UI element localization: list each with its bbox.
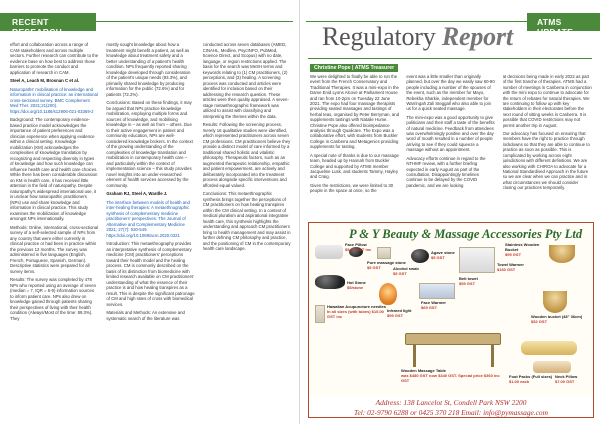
- ad-title: P & Y Beauty & Massage Accessories Pty Ltd: [349, 227, 583, 241]
- ad-address: Address: 138 Lancelot St, Condell Park NSW 2200: [375, 398, 527, 407]
- product-neck-pillow: Neck Pillow $7.00 GST: [555, 374, 578, 384]
- report-column-2: [406, 74, 495, 216]
- report-columns: [310, 74, 592, 216]
- wooden-bucket-image: [549, 245, 575, 263]
- section-tab-recent-research: RECENT RESEARCH: [0, 13, 96, 31]
- paragraph: The mini-expo was a good opportunity to give politicians and their staff a taste of the benefits of natural medicine. Feedback from attendees was overwhelmingly positive and over the day word of mouth resulted in a number of people arriving to see if they could squeeze a massage without an appointment.: [406, 114, 495, 153]
- paragraph: Our advocacy has focused on ensuring that members have the right to practice through lockdowns so that they are able to continue to practice as soon as possible. This is complicated by working across eight jurisdictions with different definitions. We are also working with CHIROA to advocate for a National Standardised Approach in the future so we are clear when we can practice and in what circumstances we should consider closing our practices temporarily.: [502, 131, 590, 191]
- paragraph: A special note of thanks is due to our massage team, headed up by Hannah from Buckler College and supported by ATMS member Jacqueline Lusk, and students Tammy, Hayley and Craig.: [310, 152, 399, 180]
- paragraph: conducted across seven databases (AMED, CINAHL, Medline, PsycINFO, PubMed, Science Direct, and Scopus) with no date, language, or region restrictions applied. The basis for the search was MeSH terms and keywords relating to (1) CM practitioners, (2) perceptions, and (3) healing. A screening process was conducted and articles were identified for inclusion based on their addressing the research question. These articles were then quality appraised. A seven-stage metaethnographic framework was utilized to assist with classifying and interpreting the themes within the data.: [202, 42, 289, 119]
- header-rule: [96, 21, 293, 22]
- product-alcohol-swab: Alcohol swab $5 GST: [393, 266, 419, 276]
- table-leg: [413, 345, 416, 367]
- paragraph: Results: The survey was completed by 478 NPs who reported using an average of seven (median = 7, IQR = 5-9) information sources to inform patient care. NPs also drew on knowledge gained through patients sharing their perspectives of living with their health condition (Always/Most of the time: 89.3%). They: [10, 277, 96, 321]
- product-belt-towel: Belt towel $59 GST: [459, 276, 478, 286]
- product-foot-packs: Foot Packs (Full sizes) $1.00 each: [509, 374, 553, 384]
- ad-contact[interactable]: Tel: 02-9790 6288 or 0425 370 218 Email: info@pymassage.com: [354, 407, 548, 417]
- article-columns: [10, 42, 291, 416]
- acupuncture-needles-image: [315, 305, 325, 323]
- reference-title-link[interactable]: Naturopaths' mobilisation of knowledge and information in clinical practice: an international cross-sectional survey. BMC Complement Med Ther. 2021;21(200). https://doi.org/10.1186/s12906-021-03369-2: [10, 86, 98, 114]
- product-massage-stone: Pure massage stone $5 GST: [367, 260, 406, 270]
- product-face-warmer: Face Warmer $69 GST: [421, 300, 446, 310]
- title-word-report: Report: [441, 22, 513, 51]
- paragraph: at decisions being made in early 2022 as part of the first tranche of therapies. ATMS had a number of meetings in Canberra in conjunction with the mini expo to continue to advocate for the return of rebates for natural therapies. We are continuing to follow up with key stakeholders in their electorates before the next round of sitting weeks in Canberra. It is possible that COVID restrictions may not permit another trip in August.: [502, 74, 592, 128]
- report-column-3: [503, 74, 592, 216]
- product-massage-table: Wooden Massage Table was $480 GST now $340 GST. Special price $360 inc GST: [401, 368, 500, 383]
- page-title: [322, 22, 513, 52]
- paragraph: Results: Following the screening process, merely 16 qualitative studies were identified, which represented practitioners across seven CM professions. CM practitioners believe they provide a distinct model of care informed by a traditional shared holistic and vitalistic philosophy. Therapeutic factors, such as an augmented therapeutic relationship, empathic and patient empowerment, are actively and deliberately incorporated into the treatment process alongside specific interventions and afforded equal valued.: [202, 122, 291, 188]
- reference-title-link[interactable]: The interface between models of health and inter-healing therapies: A metaethnographic synthesis of complementary medicine practitioners' perspectives. The Journal of Alternative and Complementary Medicine 2021; 27(7): 530-549. https://doi.org/10.1089/acm.2020.0321: [106, 199, 190, 238]
- agave-stone-image: [411, 249, 429, 263]
- paragraph: Methods: Online, international, cross-sectional survey of a self-selected sample of NPs from any country that were either currently in clinical practice or had been in practice within the previous 12 months. The survey was administered in five languages (English, French, Portuguese, Spanish, German). Descriptive statistics were prepared for all survey items.: [10, 224, 99, 274]
- table-leg: [491, 345, 494, 367]
- article-column-2: [106, 42, 194, 416]
- face-warmer-image: [419, 283, 455, 299]
- title-word-regulatory: Regulatory: [322, 22, 436, 51]
- paragraph: Materials and Methods: An extensive and systematic search of the literature was: [106, 310, 185, 321]
- product-infrared-light: Infrared light $99 GST: [387, 308, 412, 318]
- paragraph: event was a little smaller than originally planned, but over the day we easily saw 60-90 people including a number of the spouses of the event, such as the member for Mayo, Rebekha Sharkie, independent member for Warringah Zali Steggall who also able to join us for a quick seated massage.: [406, 74, 495, 112]
- product-hot-stone: Hot Stone $5/stone: [347, 280, 366, 290]
- product-acupuncture-needles: Hawaiian Acupuncture needles In all sizes (with tubes) $15.00 GST inc: [327, 304, 386, 319]
- advertisement[interactable]: [308, 222, 594, 418]
- face-pillow-image: [315, 245, 343, 259]
- product-stainless-bucket: Stainless Wooden Bucket $99 GST: [505, 242, 540, 257]
- paragraph: We were delighted to finally be able to run the event from the French Conservatory and Traditional Therapies. It was a mini-expo in the Dame Enid Lyons Alcove at Parliament House and ran from 10-2pm on Tuesday 22 June 2021. The expo had four massage therapists providing seated massages and tastings of herbal teas, organised by Peter Berryman, and supplements tastings with Natalie Hume. Christine Pope also offered bioimpedance analysis through Qualicare. The Expo was a collaborative effort, with students from Buckler College in Canberra and Metagenics providing supplements for tasting.: [310, 74, 400, 150]
- paragraph: Background: The contemporary evidence-based practice model acknowledges the importance of patient preferences and clinician experience when applying evidence within a clinical setting. Knowledge mobilization (KM) acknowledges the complexities of knowledge translation by recognizing and respecting diversity in types of knowledge and how such knowledge can influence health care and health care choices. While there has been considerable discussion on KM in health care, it has received little attention in the field of naturopathy. Despite naturopathy's widespread international use, it is unclear how naturopathic practitioners (NPs) use and share knowledge and information in clinical practice. This study examines the mobilization of knowledge amongst NPs internationally.: [10, 117, 98, 221]
- reference-authors: Graham RJ, Steel A, Wardle J.: [106, 191, 168, 196]
- ad-contact-footer: [309, 397, 593, 417]
- towel-warmer-image: [459, 247, 495, 273]
- product-face-pillow: Face Pillow $5.00 GST inc: [345, 242, 372, 252]
- article-column-3: [203, 42, 291, 416]
- alcohol-swab-image: [377, 247, 391, 259]
- section-tab-atms-update: ATMS UPDATE: [527, 13, 600, 31]
- reference-authors: Steel A, Leach M, Brosnan C et al.: [10, 78, 80, 83]
- title-rule: [308, 58, 592, 59]
- author-badge: Christine Pope | ATMS Treasurer: [310, 64, 398, 72]
- right-page: [300, 0, 600, 424]
- product-wooden-bucket: Wooden bucket (48" 36cm) $52 GST: [531, 314, 583, 324]
- hot-stone-image: [315, 275, 345, 289]
- paragraph: Introduction: This metaethnography provides an interpretative synthesis of complementary medicine (CM) practitioners' perceptions toward their health model and the healing process. CM is commonly described on the basis of its distinction from biomedicine with limited research available on CM practitioners' understanding of what the essence of their practice is and how healing transpires as a result. This is despite the significant patronage of CM and high rates of cross with biomedical services.: [106, 241, 195, 307]
- report-column-1: [310, 74, 399, 216]
- paragraph: Conclusions: Based on these findings, it may be argued that NPs practice knowledge mobilization, employing multiple forms and sources of knowledge, and mobilising knowledge in – as well as from – others. Due to their active engagement in patient and community education, NPs are well-considered knowledge brokers. In the context of the growing understanding of the complexities of knowledge translation and mobilization in contemporary health care – and particularly within the context of implementation science – this study provides novel insights into an under-researched element of health services accessed by the community.: [106, 100, 193, 188]
- neck-pillow-image: [521, 341, 577, 355]
- paragraph: effort and collaboration across a range of CAM stakeholders and across multiple sectors. Further research can contribute to the evidence base on how best to address those barriers to promote the conduct and application of research in CAM.: [10, 42, 99, 75]
- paragraph: Conclusions: This metaethnographic synthesis brings together the perceptions of CM practitioners on how healing transpires within the CM clinical setting. In a context of medical pluralism and aspirational integrative health care, this synthesis highlights the understanding and approach CM practitioners bring to health management and may assist in further defining CM philosophy and practice, and the positioning of CM in the contemporary health care landscape.: [202, 191, 291, 251]
- paragraph: mostly sought knowledge about how a treatment might benefit a patient, as well as knowledge about treatment safety and a better understanding of a patient's health condition. NPs frequently reported sharing knowledge developed through consideration of the patient's unique needs (93.3%), and primarily shared knowledge by producing information for the public (72.6%) and for patients (72.2%).: [106, 42, 191, 97]
- article-column-1: [10, 42, 98, 416]
- foot-packs-image: [533, 361, 571, 373]
- massage-table-image: [405, 333, 501, 345]
- paragraph: Advocacy efforts continue in regard to the NTHMF review, with a further briefing expected in early August as part of the consultation. Disappointingly timelines continue to be delayed by the COVID pandemic, and we are looking: [406, 155, 486, 188]
- paragraph: Given the restrictions, we were limited to 30 people in the space at once, so the: [310, 182, 394, 194]
- product-towel-warmer: Towel Warmer $160 GST: [497, 262, 524, 272]
- product-agave-stone: Agave stone $5 GST: [431, 250, 455, 260]
- foot-bucket-image: [543, 291, 567, 313]
- infrared-light-image: [379, 283, 397, 305]
